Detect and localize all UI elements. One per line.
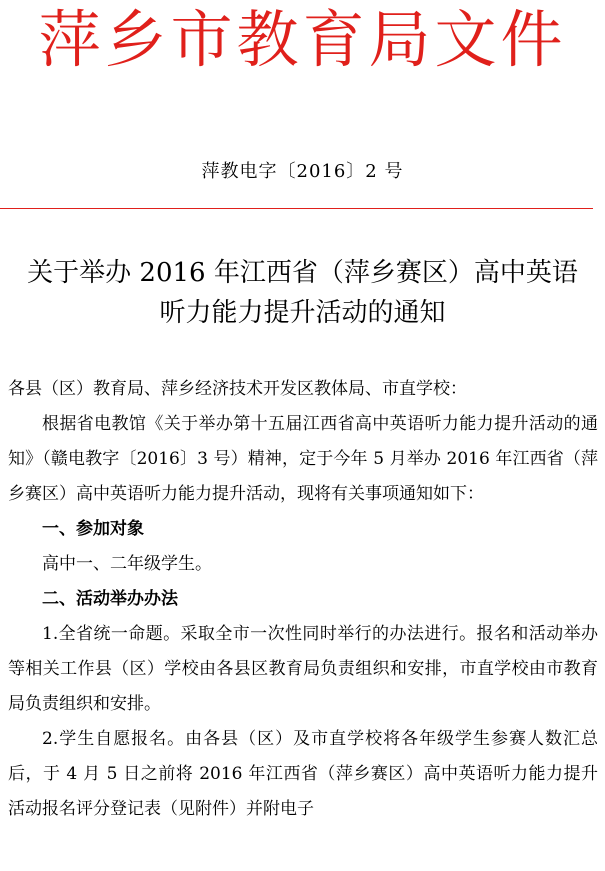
notice-title-line-2: 听力能力提升活动的通知 [159, 298, 446, 328]
notice-title [0, 253, 605, 333]
method-item-2: 2.学生自愿报名。由各县（区）及市直学校将各年级学生参赛人数汇总后，于 4 月 5 日之前将 2016 年江西省（萍乡赛区）高中英语听力能力提升活动报名评分登记表（见附件）并附电子 [8, 729, 598, 819]
method-item-1: 1.全省统一命题。采取全市一次性同时举行的办法进行。报名和活动举办等相关工作县（区）学校由各县区教育局负责组织和安排，市直学校由市教育局负责组织和安排。 [8, 624, 598, 714]
notice-body [8, 372, 598, 827]
intro-paragraph: 根据省电教馆《关于举办第十五届江西省高中英语听力能力提升活动的通知》（赣电教字〔2016〕3 号）精神，定于今年 5 月举办 2016 年江西省（萍乡赛区）高中英语听力能力提升活动，现将有关事项通知如下： [8, 414, 598, 504]
salutation: 各县（区）教育局、萍乡经济技术开发区教体局、市直学校： [8, 379, 467, 399]
red-divider-line [0, 208, 593, 209]
document-header-title: 萍乡市教育局文件 [38, 3, 567, 76]
document-number: 萍教电字〔2016〕2 号 [201, 161, 404, 182]
section-heading-method: 二、活动举办办法 [42, 589, 178, 609]
participants-paragraph: 高中一、二年级学生。 [42, 554, 212, 574]
notice-title-line-1: 关于举办 2016 年江西省（萍乡赛区）高中英语 [27, 258, 578, 288]
section-heading-participants: 一、参加对象 [42, 519, 144, 539]
